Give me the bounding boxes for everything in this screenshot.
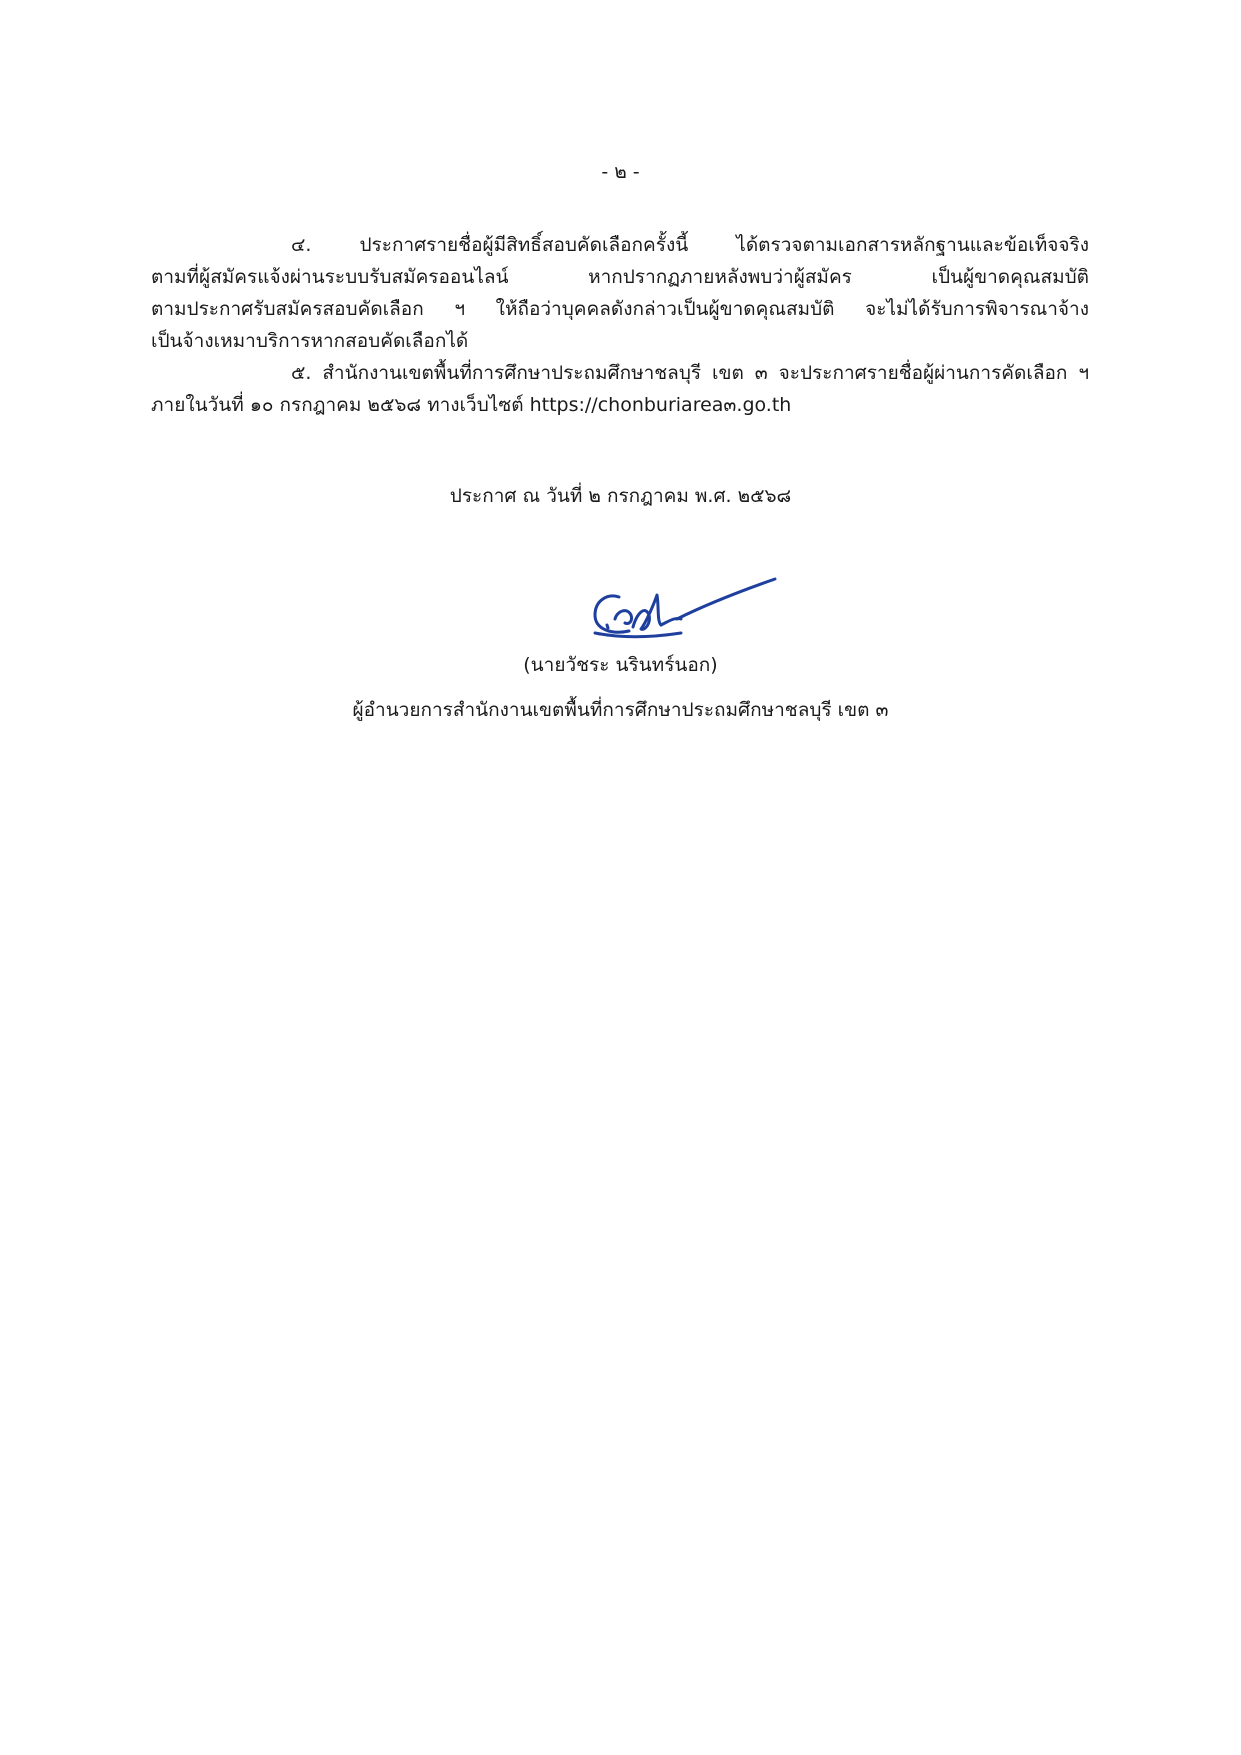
- paragraph-5-line-2: ภายในวันที่ ๑๐ กรกฎาคม ๒๕๖๘ ทางเว็บไซต์ https://chonburiarea๓.go.th: [151, 394, 792, 416]
- page-number: - ๒ -: [601, 161, 640, 183]
- signer-title: ผู้อำนวยการสำนักงานเขตพื้นที่การศึกษาประถมศึกษาชลบุรี เขต ๓: [352, 699, 889, 721]
- signer-name: (นายวัชระ นรินทร์นอก): [523, 654, 718, 676]
- paragraph-4-line-1: ๔. ประกาศรายชื่อผู้มีสิทธิ์สอบคัดเลือกครั้งนี้ ได้ตรวจตามเอกสารหลักฐานและข้อเท็จจริง: [291, 234, 1089, 256]
- paragraph-4-line-3: ตามประกาศรับสมัครสอบคัดเลือก ฯ ให้ถือว่าบุคคลดังกล่าวเป็นผู้ขาดคุณสมบัติ จะไม่ได้รับการพิจารณาจ้าง: [151, 298, 1089, 320]
- paragraph-4-line-4: เป็นจ้างเหมาบริการหากสอบคัดเลือกได้: [151, 330, 469, 352]
- paragraph-5-line-1: ๕. สำนักงานเขตพื้นที่การศึกษาประถมศึกษาชลบุรี เขต ๓ จะประกาศรายชื่อผู้ผ่านการคัดเลือก ฯ: [291, 362, 1089, 384]
- paragraph-4-line-2: ตามที่ผู้สมัครแจ้งผ่านระบบรับสมัครออนไลน์ หากปรากฏภายหลังพบว่าผู้สมัคร เป็นผู้ขาดคุณสมบัติ: [151, 266, 1089, 288]
- signature-image: [585, 575, 785, 645]
- announcement-date: ประกาศ ณ วันที่ ๒ กรกฎาคม พ.ศ. ๒๕๖๘: [449, 485, 792, 507]
